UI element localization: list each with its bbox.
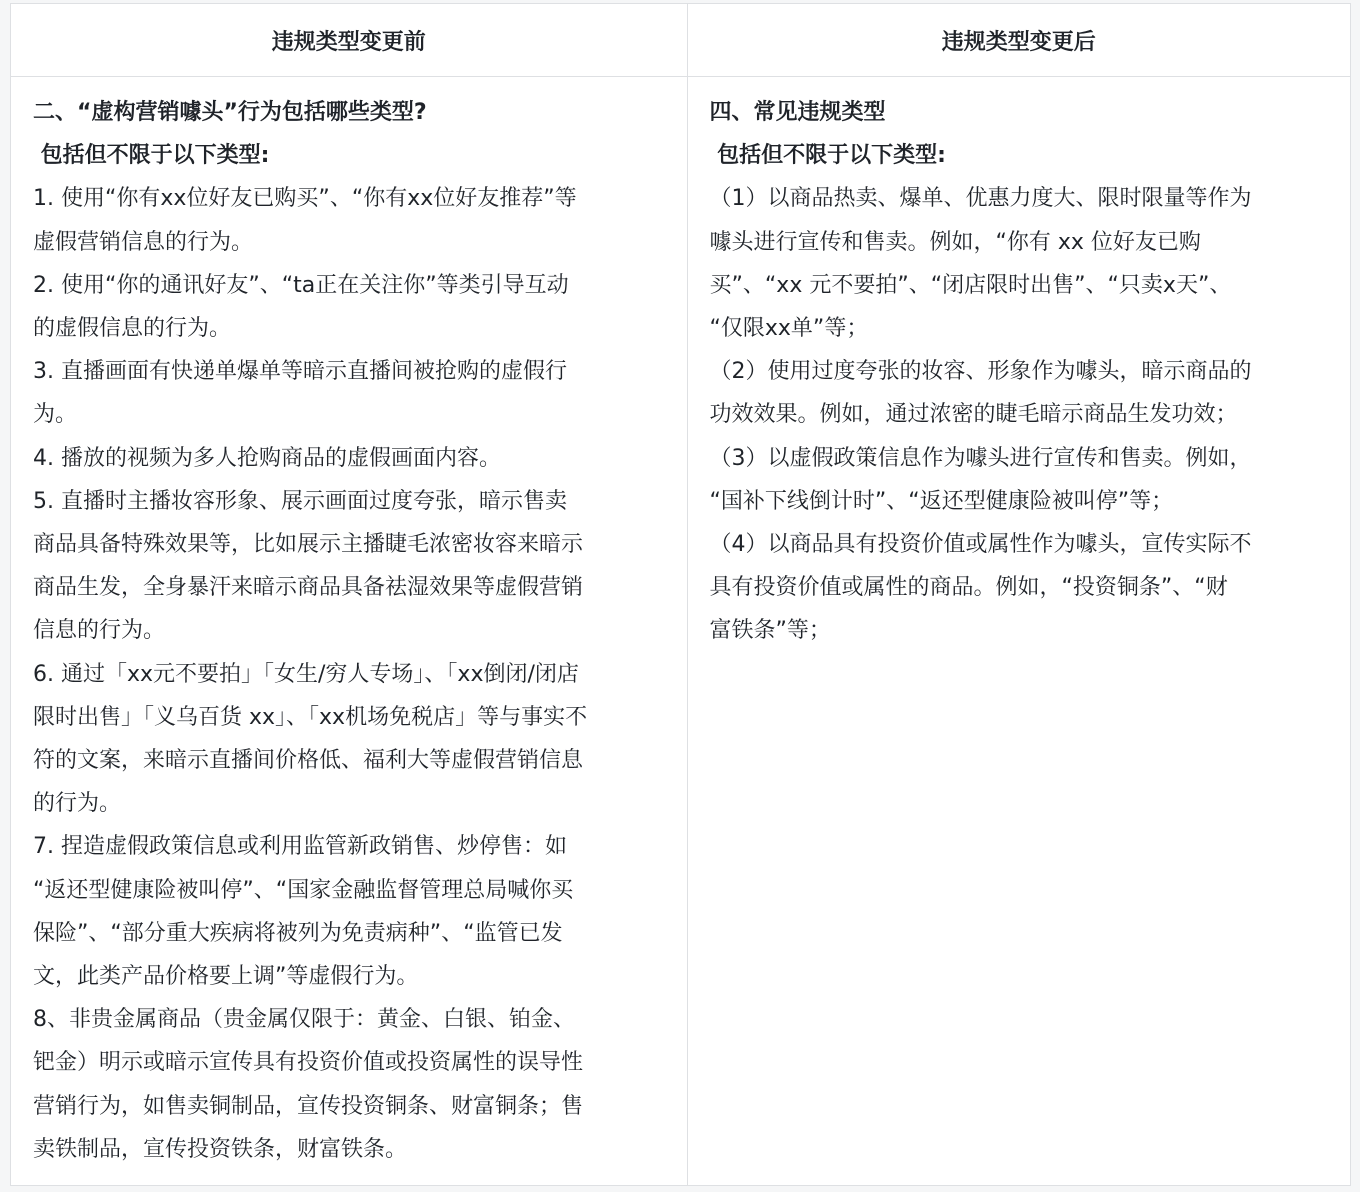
header-row — [11, 4, 1351, 77]
before-text-line: 1. 使用“你有xx位好友已购买”、“你有xx位好友推荐”等 — [33, 186, 577, 212]
header-after: 违规类型变更后 — [687, 4, 1351, 77]
before-text-line: 5. 直播时主播妆容形象、展示画面过度夸张，暗示售卖 — [33, 488, 567, 514]
before-text-line: 钯金）明示或暗示宣传具有投资价值或投资属性的误导性 — [33, 1050, 584, 1076]
before-text-line: 2. 使用“你的通讯好友”、“ta正在关注你”等类引导互动 — [33, 272, 569, 298]
before-text-line: 限时出售」「义乌百货 xx」、「xx机场免税店」等与事实不 — [33, 704, 588, 730]
before-text-line: 的虚假信息的行为。 — [33, 316, 232, 342]
before-text-line: 的行为。 — [33, 791, 122, 817]
before-content-cell — [11, 77, 688, 1186]
content-row — [11, 77, 1351, 1186]
after-text-line: 功效效果。例如，通过浓密的睫毛暗示商品生发功效； — [709, 402, 1238, 428]
after-text-line: （4）以商品具有投资价值或属性作为噱头，宣传实际不 — [709, 532, 1252, 558]
before-text-line: 符的文案，来暗示直播间价格低、福利大等虚假营销信息 — [33, 748, 584, 774]
after-text-line: 噱头进行宣传和售卖。例如，“你有 xx 位好友已购 — [709, 229, 1201, 255]
header-before: 违规类型变更前 — [11, 4, 688, 77]
before-text-line: 为。 — [33, 402, 78, 428]
before-text-line: 6. 通过「xx元不要拍」「女生/穷人专场」、「xx倒闭/闭店 — [33, 661, 579, 687]
after-text-line: 买”、“xx 元不要拍”、“闭店限时出售”、“只卖x天”、 — [709, 272, 1232, 298]
after-text-line: 具有投资价值或属性的商品。例如，“投资铜条”、“财 — [709, 575, 1228, 601]
before-text-line: 包括但不限于以下类型: — [33, 143, 270, 169]
before-text-line: 二、“虚构营销噱头”行为包括哪些类型? — [33, 100, 427, 125]
before-text-line: 3. 直播画面有快递单爆单等暗示直播间被抢购的虚假行 — [33, 359, 567, 385]
after-text-line: （1）以商品热卖、爆单、优惠力度大、限时限量等作为 — [709, 186, 1252, 212]
before-text-line: 4. 播放的视频为多人抢购商品的虚假画面内容。 — [33, 445, 501, 471]
after-text-line: 富铁条”等； — [709, 618, 831, 644]
after-text-line: （3）以虚假政策信息作为噱头进行宣传和售卖。例如， — [709, 445, 1252, 471]
after-text-line: “仅限xx单”等； — [709, 316, 869, 342]
before-text-line: 保险”、“部分重大疾病将被列为免责病种”、“监管已发 — [33, 920, 563, 946]
after-text-line: （2）使用过度夸张的妆容、形象作为噱头，暗示商品的 — [709, 359, 1252, 385]
before-text-line: 商品具备特殊效果等，比如展示主播睫毛浓密妆容来暗示 — [33, 532, 584, 558]
after-text-line: “国补下线倒计时”、“返还型健康险被叫停”等； — [709, 488, 1174, 514]
before-text-line: 卖铁制品，宣传投资铁条，财富铁条。 — [33, 1136, 408, 1162]
before-text-line: 文，此类产品价格要上调”等虚假行为。 — [33, 964, 419, 990]
before-text-line: 8、非贵金属商品（贵金属仅限于：黄金、白银、铂金、 — [33, 1007, 575, 1033]
comparison-table — [10, 3, 1351, 1186]
before-text-line: 信息的行为。 — [33, 618, 166, 644]
after-text-line: 包括但不限于以下类型: — [709, 143, 946, 169]
before-text-line: 商品生发，全身暴汗来暗示商品具备祛湿效果等虚假营销 — [33, 575, 584, 601]
before-text-line: 虚假营销信息的行为。 — [33, 229, 254, 255]
after-text-line: 四、常见违规类型 — [709, 100, 886, 125]
after-content-cell — [687, 77, 1351, 1186]
before-text-line: “返还型健康险被叫停”、“国家金融监督管理总局喊你买 — [33, 877, 574, 903]
before-text-line: 营销行为，如售卖铜制品，宣传投资铜条、财富铜条；售 — [33, 1093, 584, 1119]
before-text-line: 7. 捏造虚假政策信息或利用监管新政销售、炒停售：如 — [33, 834, 567, 860]
